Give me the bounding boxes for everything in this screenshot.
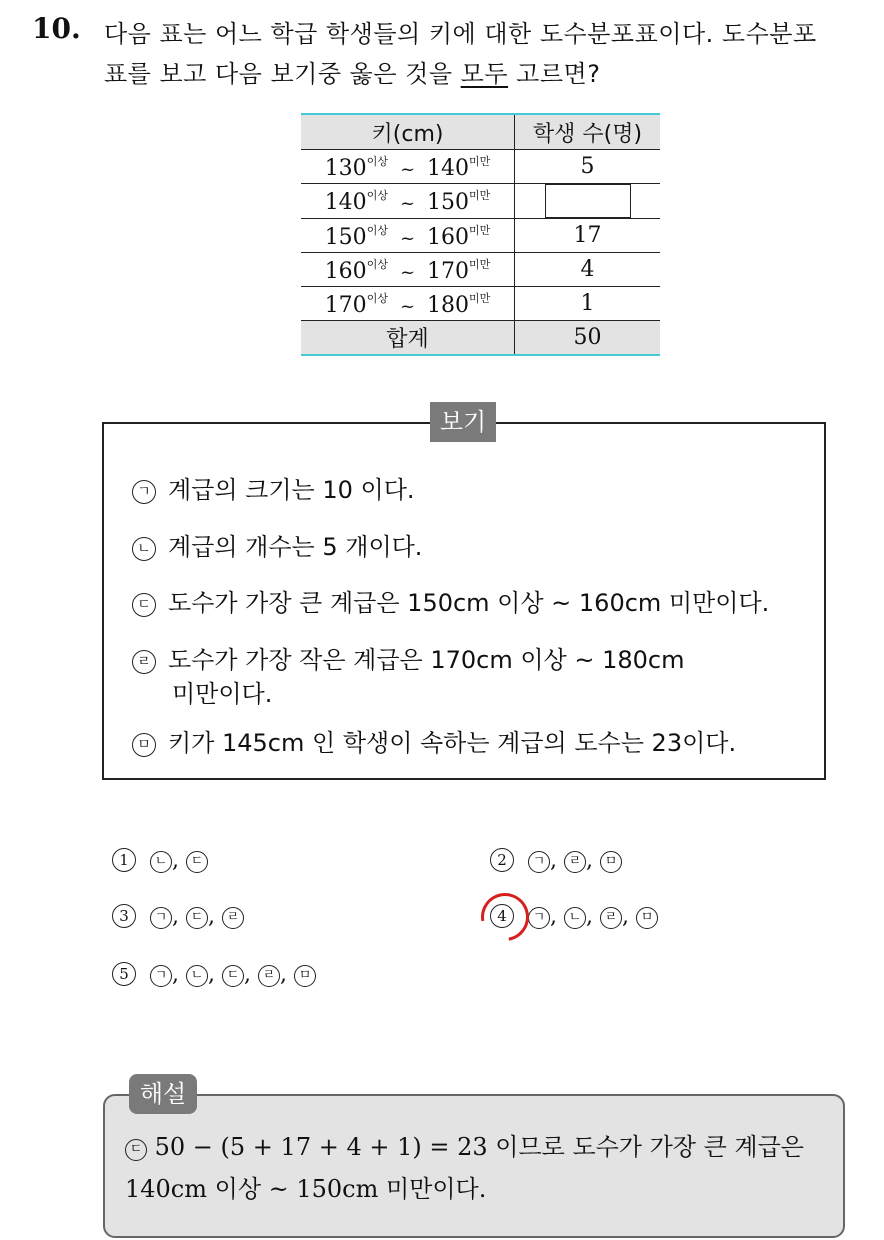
question-line-2-start: 표를 보고 다음 보기중 옳은 것을 [104,60,461,88]
tilde: ~ [399,227,416,249]
interval-from: 160 [324,258,367,284]
class-interval [301,150,515,184]
table-header-row [301,114,660,150]
choice-number: 2 [490,848,514,872]
circled-mark: ㄱ [528,851,550,873]
explanation-text [125,1126,835,1210]
class-interval [301,184,515,219]
table-row [301,184,660,219]
circled-mark: ㄹ [258,965,280,987]
interval-from: 140 [324,190,367,215]
interval-to: 150 [427,190,470,215]
explanation-line-2: 140cm 이상 ~ 150cm 미만이다. [125,1175,487,1203]
circled-mark: ㄴ [132,537,156,561]
tilde: ~ [399,261,416,283]
circled-mark: ㄱ [528,907,550,929]
choice-number: 4 [490,904,514,928]
sup-ge: 이상 [366,223,388,237]
choice-number: 1 [112,848,136,872]
count-value: 4 [580,257,595,282]
circled-mark: ㄱ [132,480,156,504]
circled-mark: ㄹ [600,907,622,929]
bogi-item-text: 도수가 가장 큰 계급은 150cm 이상 ~ 160cm 미만이다. [168,589,770,617]
bogi-item [132,530,422,564]
sup-lt: 미만 [469,257,491,271]
explanation-line-1-text: 50 − (5 + 17 + 4 + 1) = 23 이므로 도수가 가장 큰 계급은 [154,1133,804,1161]
comma: , [586,848,600,873]
total-label: 합계 [301,321,515,356]
interval-to: 170 [427,258,470,284]
interval-to: 180 [427,292,470,318]
explanation-line-1 [125,1126,835,1168]
circled-mark: ㅁ [600,851,622,873]
question-line-2 [104,54,874,94]
header-students: 학생 수(명) [515,114,661,150]
student-count [515,219,661,253]
sup-ge: 이상 [366,257,388,271]
interval-to: 160 [427,224,470,250]
comma: , [586,904,600,929]
bogi-title: 보기 [430,402,496,442]
explanation-title: 해설 [129,1074,197,1114]
total-value: 50 [515,321,661,356]
interval-from: 150 [324,224,367,250]
underlined-word: 모두 [460,60,509,88]
sup-lt: 미만 [469,154,491,168]
question-line-2-end: 고르면? [508,60,601,88]
answer-choice-2[interactable] [490,846,622,876]
circled-mark: ㅁ [132,733,156,757]
answer-choice-1[interactable] [112,846,208,876]
class-interval [301,287,515,321]
sup-ge: 이상 [366,154,388,168]
comma: , [550,848,564,873]
bogi-item [132,473,415,507]
sup-lt: 미만 [469,223,491,237]
bogi-item-text: 계급의 크기는 10 이다. [168,476,415,504]
bogi-item-text: 도수가 가장 작은 계급은 170cm 이상 ~ 180cm [168,646,685,674]
sup-ge: 이상 [366,291,388,305]
circled-mark: ㄴ [186,965,208,987]
bogi-item-text: 계급의 개수는 5 개이다. [168,533,423,561]
circled-mark: ㄹ [564,851,586,873]
circled-mark: ㄷ [222,965,244,987]
sup-ge: 이상 [366,189,388,202]
table-total-row [301,321,660,356]
circled-mark: ㄷ [125,1139,147,1161]
comma: , [172,904,186,929]
count-value: 5 [580,154,595,179]
circled-mark: ㄱ [150,965,172,987]
comma: , [208,904,222,929]
student-count [515,150,661,184]
circled-mark: ㄷ [132,593,156,617]
student-count [515,253,661,287]
student-count [515,287,661,321]
comma: , [550,904,564,929]
circled-mark: ㅁ [294,965,316,987]
comma: , [244,962,258,987]
bogi-item-text-cont: 미만이다. [172,680,273,708]
interval-from: 130 [324,155,367,181]
frequency-table [301,113,660,356]
circled-mark: ㄷ [186,907,208,929]
bogi-item [132,586,769,620]
bogi-item-text: 키가 145cm 인 학생이 속하는 계급의 도수는 23이다. [168,729,737,757]
circled-mark: ㄱ [150,907,172,929]
answer-mark-icon [472,884,539,951]
circled-mark: ㅁ [636,907,658,929]
answer-choice-3[interactable] [112,902,244,932]
tilde: ~ [399,193,416,214]
choice-number: 5 [112,962,136,986]
question-number: 10. [32,12,81,45]
sup-lt: 미만 [469,291,491,305]
table-row [301,219,660,253]
answer-choice-5[interactable] [112,960,316,990]
table-row [301,287,660,321]
comma: , [172,848,186,873]
class-interval [301,219,515,253]
choice-number: 3 [112,904,136,928]
table-row [301,150,660,184]
bogi-item [132,726,736,760]
class-interval [301,253,515,287]
circled-mark: ㄴ [150,851,172,873]
table-row [301,253,660,287]
circled-mark: ㄷ [186,851,208,873]
tilde: ~ [399,295,416,317]
bogi-item [132,643,685,711]
circled-mark: ㄴ [564,907,586,929]
circled-mark: ㄹ [132,650,156,674]
interval-from: 170 [324,292,367,318]
comma: , [280,962,294,987]
header-height: 키(cm) [301,114,515,150]
question-text [104,14,874,94]
student-count [515,184,661,219]
comma: , [208,962,222,987]
blank-answer-box [545,184,631,218]
comma: , [622,904,636,929]
sup-lt: 미만 [469,189,491,202]
count-value: 17 [573,223,602,248]
tilde: ~ [399,158,416,180]
comma: , [172,962,186,987]
circled-mark: ㄹ [222,907,244,929]
question-line-1: 다음 표는 어느 학급 학생들의 키에 대한 도수분포표이다. 도수분포 [104,20,817,48]
interval-to: 140 [427,155,470,181]
count-value: 1 [580,291,595,316]
